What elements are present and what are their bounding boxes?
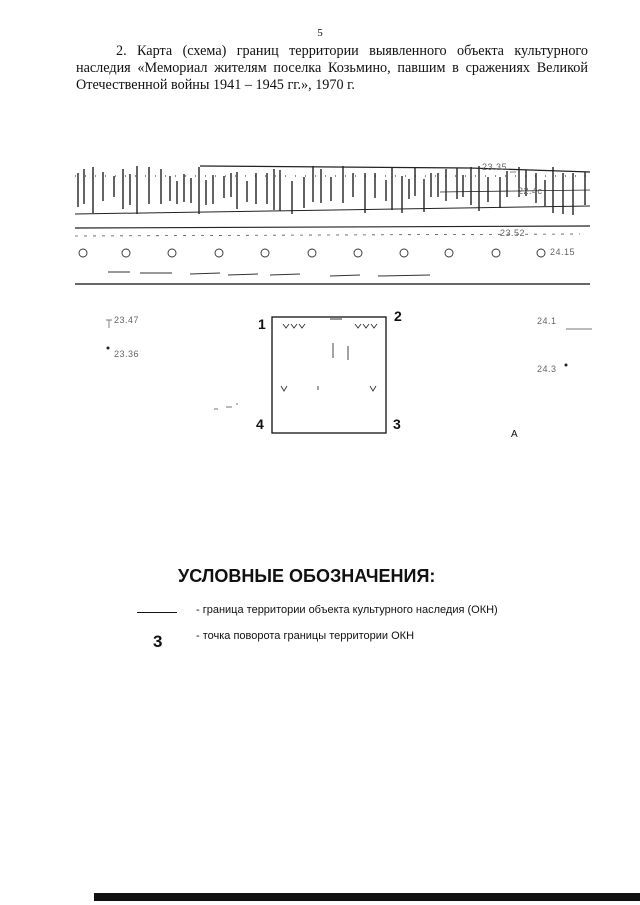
scan-edge-bar <box>94 893 640 901</box>
elevation-mark: 24.15 <box>550 247 576 257</box>
page-number: 5 <box>317 27 323 39</box>
tree-symbol <box>492 249 500 257</box>
tree-symbol <box>445 249 453 257</box>
legend-point-symbol: 3 <box>153 632 163 651</box>
boundary-line-symbol <box>137 612 177 613</box>
tree-symbol <box>308 249 316 257</box>
elevation-dot <box>107 347 110 350</box>
map-marker-letter: А <box>511 429 518 440</box>
legend-boundary-label: - граница территории объекта культурного наследия (ОКН) <box>196 604 498 616</box>
interior-marks <box>281 319 377 391</box>
elevation-mark: 22.4c <box>518 186 543 196</box>
tree-symbol <box>79 249 87 257</box>
elevation-mark: 23.35 <box>482 162 508 172</box>
elevation-mark: 24.3 <box>537 364 557 374</box>
point-label-4: 4 <box>256 416 264 432</box>
point-label-2: 2 <box>394 308 402 324</box>
elevation-mark: 23.47 <box>114 315 140 325</box>
tree-symbol <box>400 249 408 257</box>
point-label-3: 3 <box>393 416 401 432</box>
tree-symbol <box>537 249 545 257</box>
elevation-mark: 24.1 <box>537 316 557 326</box>
okn-boundary <box>272 317 386 433</box>
railway-tracks <box>75 166 590 228</box>
tree-symbol <box>122 249 130 257</box>
tree-row <box>79 249 545 257</box>
road-lines <box>75 272 590 284</box>
legend-title: УСЛОВНЫЕ ОБОЗНАЧЕНИЯ: <box>178 566 436 586</box>
elevation-mark: 23.52 <box>500 228 526 238</box>
elevation-mark: 23.36 <box>114 349 140 359</box>
tree-symbol <box>215 249 223 257</box>
tree-symbol <box>354 249 362 257</box>
tree-symbol <box>261 249 269 257</box>
point-label-1: 1 <box>258 316 266 332</box>
map-heading: 2. Карта (схема) границ территории выявленного объекта культурного наследия «Мемориал жителям поселка Козьмино, павшим в сражениях Великой Отечественной войны 1941 – 1945 гг.», 1970 г. <box>76 43 588 94</box>
tree-symbol <box>168 249 176 257</box>
elevation-dot <box>565 364 568 367</box>
legend-point-label: - точка поворота границы территории ОКН <box>196 630 415 642</box>
